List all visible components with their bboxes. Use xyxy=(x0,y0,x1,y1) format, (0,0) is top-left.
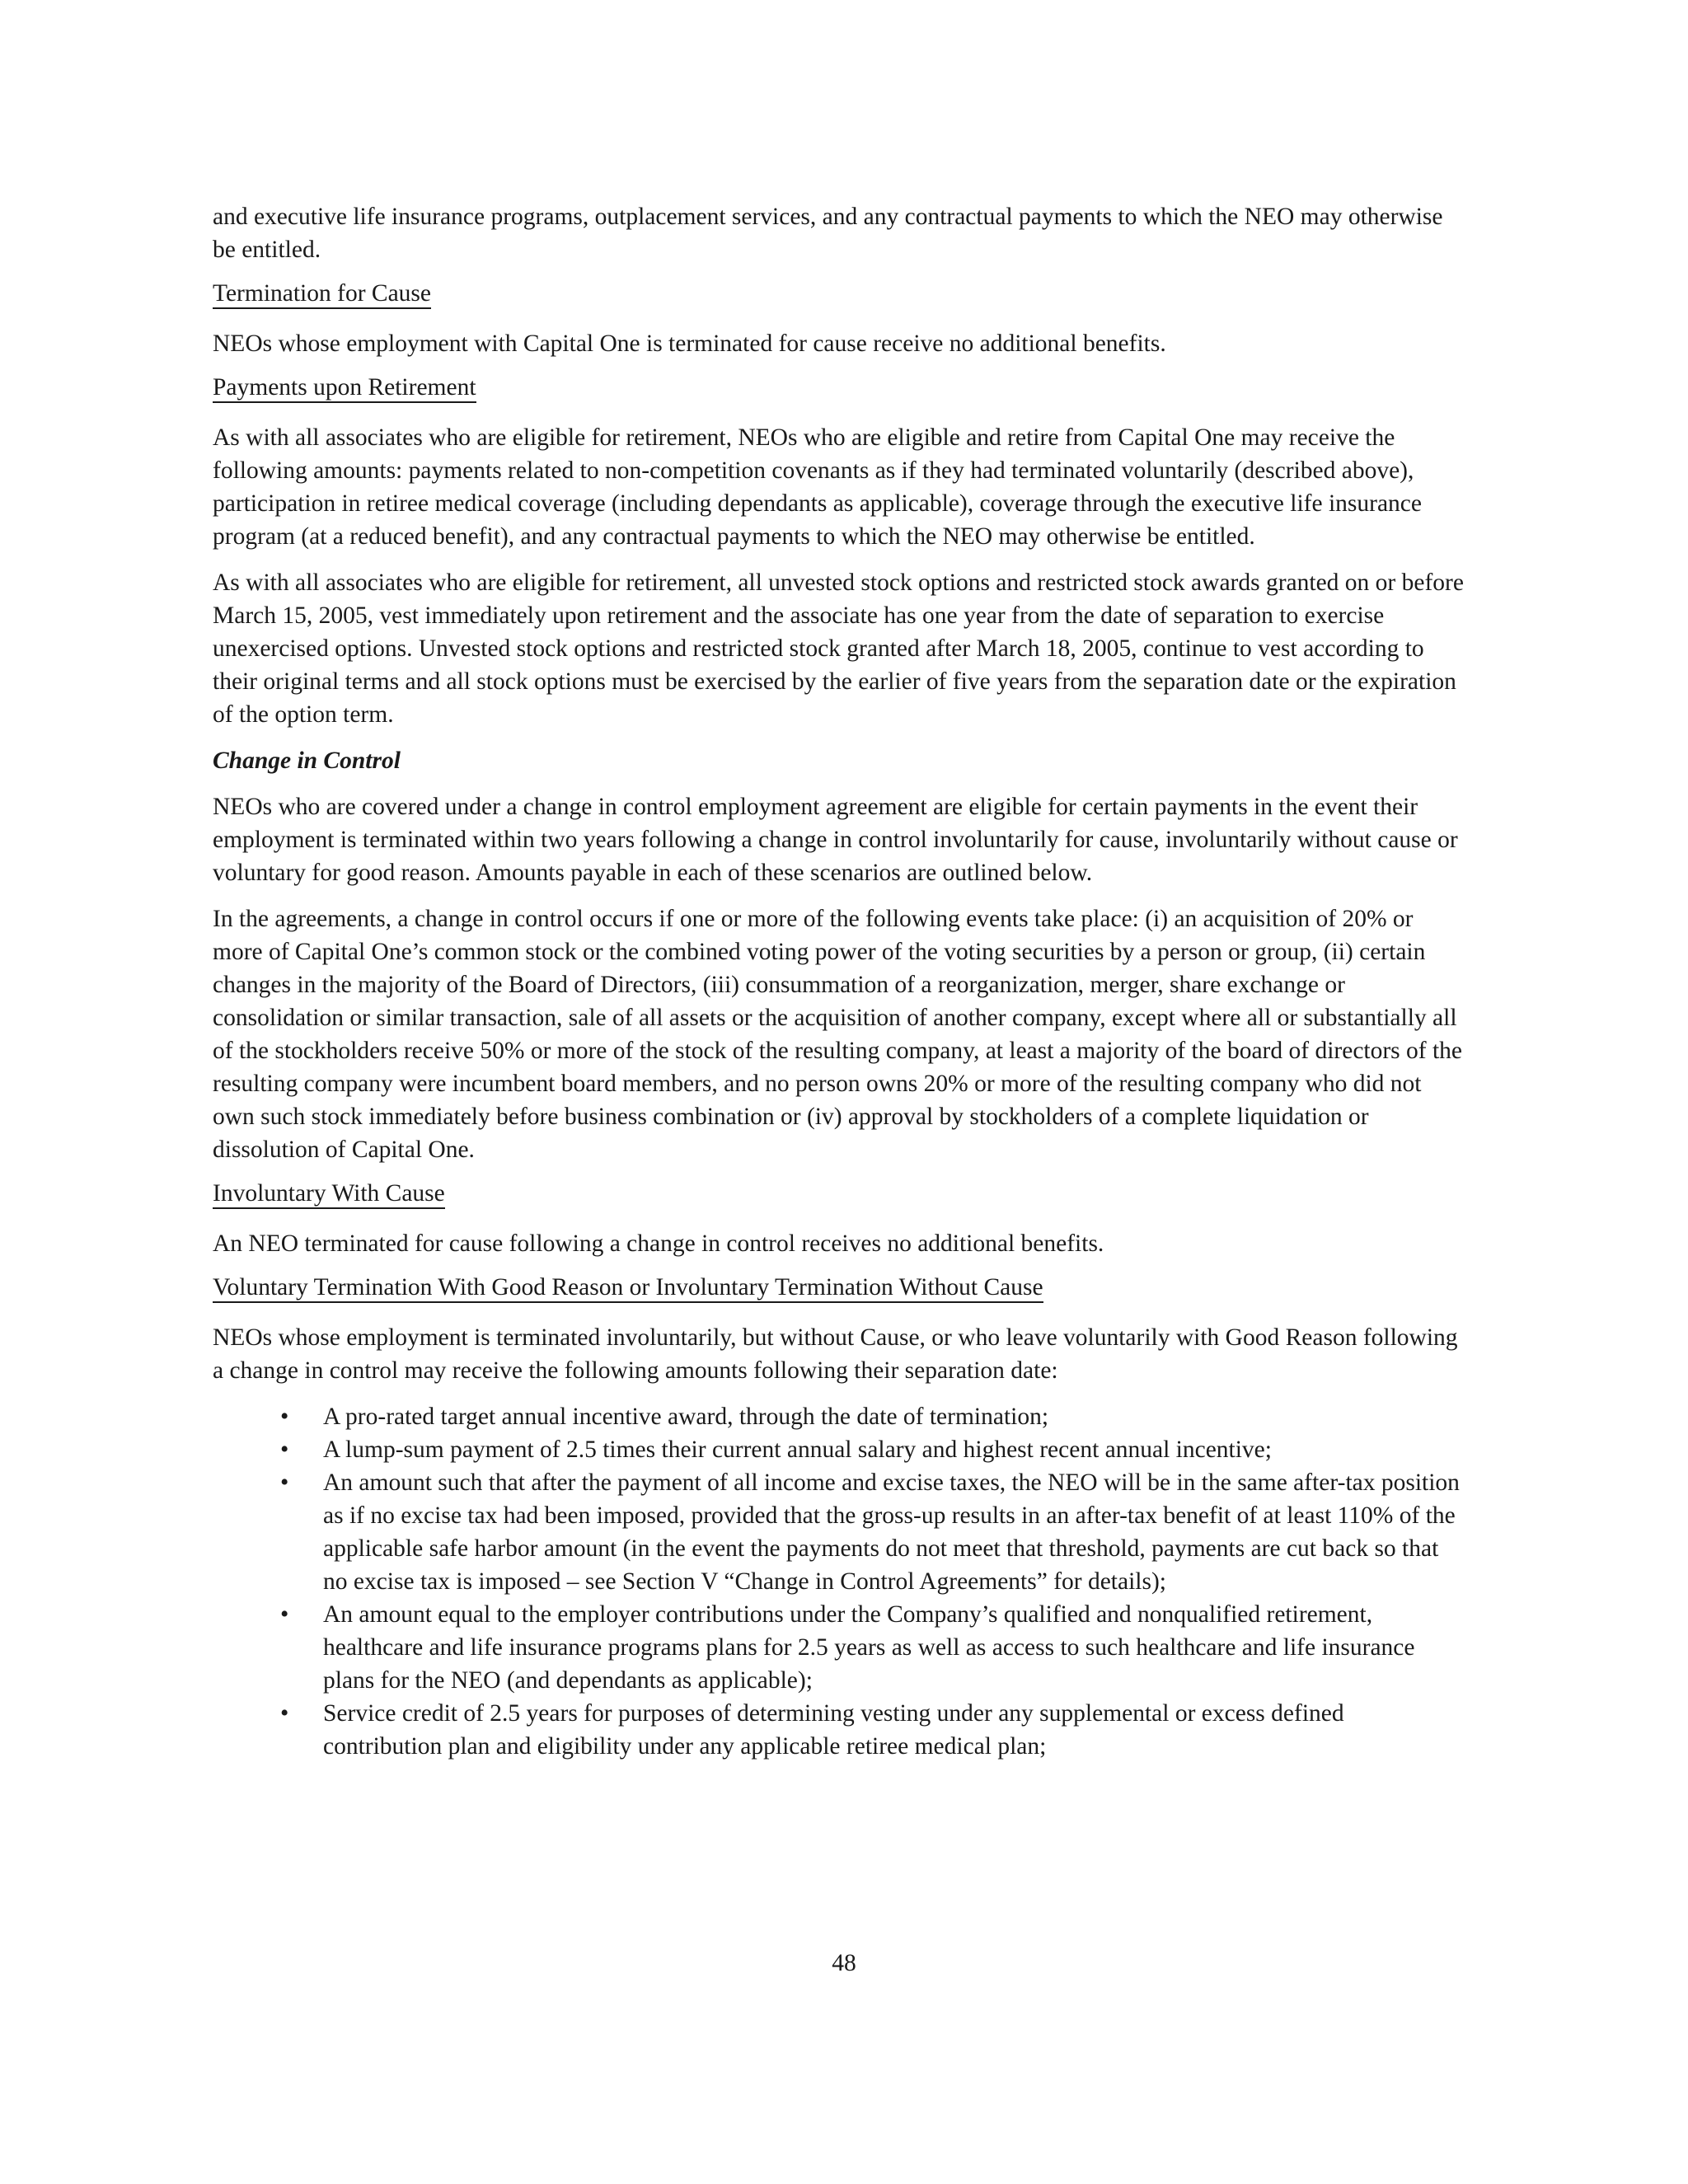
paragraph-voluntary-termination: NEOs whose employment is terminated involuntarily, but without Cause, or who leave voluntarily with Good Reason following a change in control may receive the following amounts following their separation date: xyxy=(213,1324,1458,1384)
list-item xyxy=(280,1697,1465,1763)
bullet-marker: • xyxy=(280,1436,289,1463)
subheading-wrap-voluntary-termination xyxy=(213,1273,1465,1321)
page-number: 48 xyxy=(832,1950,856,1976)
paragraph-retirement-stock-options: As with all associates who are eligible for retirement, all unvested stock options and restricted stock awards granted on or before March 15, 2005, vest immediately upon retirement and the associate has one year from the date of separation to exercise unexercised options. Unvested stock options and restricted stock granted after March 18, 2005, continue to vest according to their original terms and all stock options must be exercised by the earlier of five years from the separation date or the expiration of the option term. xyxy=(213,569,1464,728)
list-item-text: Service credit of 2.5 years for purposes of determining vesting under any supplemental or excess defined contribution plan and eligibility under any applicable retiree medical plan; xyxy=(323,1700,1344,1760)
subheading-wrap-payments-upon-retirement xyxy=(213,373,1465,421)
bullet-marker: • xyxy=(280,1601,289,1628)
subheading-termination-for-cause: Termination for Cause xyxy=(213,279,431,309)
benefits-bullet-list xyxy=(213,1400,1465,1763)
list-item-text: An amount equal to the employer contributions under the Company’s qualified and nonqualified retirement, healthcare and life insurance programs plans for 2.5 years as well as access to such healthcare and life insurance plans for the NEO (and dependants as applicable); xyxy=(323,1601,1415,1694)
list-item xyxy=(280,1466,1465,1598)
bullet-marker: • xyxy=(280,1700,289,1727)
subheading-payments-upon-retirement: Payments upon Retirement xyxy=(213,373,476,403)
subheading-involuntary-with-cause: Involuntary With Cause xyxy=(213,1179,445,1209)
subheading-wrap-termination-for-cause xyxy=(213,279,1465,327)
list-item xyxy=(280,1598,1465,1697)
bullet-marker: • xyxy=(280,1469,289,1496)
paragraph-change-in-control-eligibility: NEOs who are covered under a change in control employment agreement are eligible for certain payments in the event their employment is terminated within two years following a change in control involuntarily for cause, involuntarily without cause or voluntary for good reason. Amounts payable in each of these scenarios are outlined below. xyxy=(213,794,1458,886)
paragraph-change-in-control-definition: In the agreements, a change in control occurs if one or more of the following events take place: (i) an acquisition of 20% or more of Capital One’s common stock or the combined voting power of the voting securities by a person or group, (ii) certain changes in the majority of the Board of Directors, (iii) consummation of a reorganization, merger, share exchange or consolidation or similar transaction, sale of all assets or the acquisition of another company, except where all or substantially all of the stockholders receive 50% or more of the stock of the resulting company, at least a majority of the board of directors of the resulting company were incumbent board members, and no person owns 20% or more of the resulting company who did not own such stock immediately before business combination or (iv) approval by stockholders of a complete liquidation or dissolution of Capital One. xyxy=(213,906,1463,1163)
section-heading-change-in-control: Change in Control xyxy=(213,748,401,774)
list-item xyxy=(280,1433,1465,1466)
paragraph-termination-for-cause: NEOs whose employment with Capital One is terminated for cause receive no additional benefits. xyxy=(213,330,1166,357)
list-item-text: An amount such that after the payment of all income and excise taxes, the NEO will be in the same after-tax position as if no excise tax had been imposed, provided that the gross-up results in an after-tax benefit of at least 110% of the applicable safe harbor amount (in the event the payments do not meet that threshold, payments are cut back so that no excise tax is imposed – see Section V “Change in Control Agreements” for details); xyxy=(323,1469,1460,1595)
paragraph-retirement-amounts: As with all associates who are eligible for retirement, NEOs who are eligible and retire from Capital One may receive the following amounts: payments related to non-competition covenants as if they had terminated voluntarily (described above), participation in retiree medical coverage (including dependants as applicable), coverage through the executive life insurance program (at a reduced benefit), and any contractual payments to which the NEO may otherwise be entitled. xyxy=(213,424,1422,550)
list-item-text: A pro-rated target annual incentive award, through the date of termination; xyxy=(323,1404,1049,1430)
bullet-marker: • xyxy=(280,1404,289,1430)
subheading-wrap-involuntary-with-cause xyxy=(213,1179,1465,1227)
paragraph-involuntary-with-cause: An NEO terminated for cause following a change in control receives no additional benefits. xyxy=(213,1230,1104,1257)
list-item-text: A lump-sum payment of 2.5 times their current annual salary and highest recent annual incentive; xyxy=(323,1436,1272,1463)
list-item xyxy=(280,1400,1465,1433)
subheading-voluntary-termination: Voluntary Termination With Good Reason or Involuntary Termination Without Cause xyxy=(213,1273,1043,1303)
document-page xyxy=(213,200,1465,1763)
paragraph-continuation: and executive life insurance programs, outplacement services, and any contractual payments to which the NEO may otherwise be entitled. xyxy=(213,204,1443,263)
